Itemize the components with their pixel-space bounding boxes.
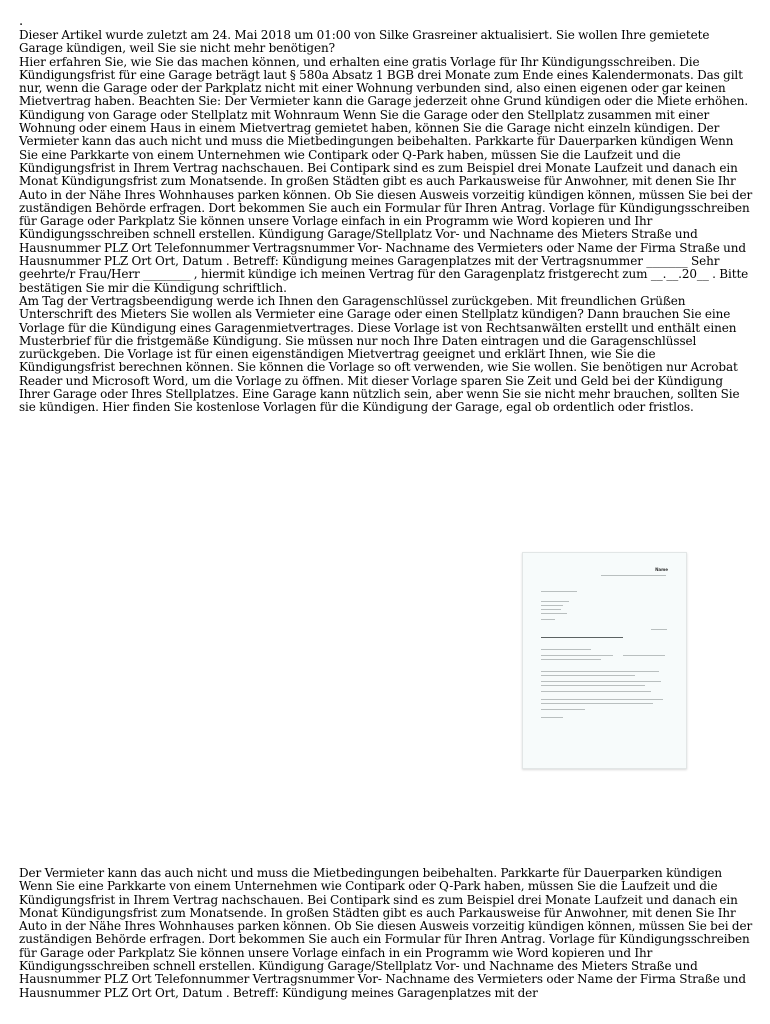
closing-paragraph: Am Tag der Vertragsbeendigung werde ich Ihnen den Garagenschlüssel zurückgeben. Mit freundlichen Grüßen Unterschrift des Mieters Sie wollen als Vermieter eine Garage oder einen Stellplatz kündigen? Dann brauchen Sie eine Vorlage für die Kündigung eines Garagenmietvertrages. Diese Vorlage ist von Rechtsanwälten erstellt und enthält einen Musterbrief für die fristgemäße Kündigung. Sie müssen nur noch Ihre Daten eintragen und die Garagenschlüssel zurückgeben. Die Vorlage ist für einen eigenständigen Mietvertrag geeignet und erklärt Ihnen, wie Sie die Kündigungsfrist berechnen können. Sie können die Vorlage so oft verwenden, wie Sie wollen. Sie benötigen nur Acrobat Reader und Microsoft Word, um die Vorlage zu öffnen. Mit dieser Vorlage sparen Sie Zeit und Geld bei der Kündigung Ihrer Garage oder Ihres Stellplatzes. Eine Garage kann nützlich sein, aber wenn Sie sie nicht mehr brauchen, sollten Sie sie kündigen. Hier finden Sie kostenlose Vorlagen für die Kündigung der Garage, egal ob ordentlich oder fristlos. — [19, 293, 740, 415]
repeat-paragraph: Der Vermieter kann das auch nicht und muss die Mietbedingungen beibehalten. Parkkarte für Dauerparken kündigen Wenn Sie eine Parkkarte von einem Unternehmen wie Contipark oder Q-Park haben, müssen Sie die Laufzeit und die Kündigungsfrist in Ihrem Vertrag nachschauen. Bei Contipark sind es zum Beispiel drei Monate Laufzeit und danach ein Monat Kündigungsfrist zum Monatsende. In großen Städten gibt es auch Parkausweise für Anwohner, mit denen Sie Ihr Auto in der Nähe Ihres Wohnhauses parken können. Ob Sie diesen Ausweis vorzeitig kündigen können, müssen Sie bei der zuständigen Behörde erfragen. Dort bekommen Sie auch ein Formular für Ihren Antrag. Vorlage für Kündigungsschreiben für Garage oder Parkplatz Sie können unsere Vorlage einfach in ein Programm wie Word kopieren und Ihr Kündigungsschreiben schnell erstellen. Kündigung Garage/Stellplatz Vor- und Nachname des Mieters Straße und Hausnummer PLZ Ort Telefonnummer Vertragsnummer Vor- Nachname des Vermieters oder Name der Firma Straße und Hausnummer PLZ Ort Ort, Datum . Betreff: Kündigung meines Garagenplatzes mit der — [19, 866, 753, 1000]
thumbnail-sender-name: Name — [655, 567, 668, 572]
intro-paragraph: Dieser Artikel wurde zuletzt am 24. Mai 2018 um 01:00 von Silke Grasreiner aktualisiert. Sie wollen Ihre gemietete Garage kündigen, weil Sie sie nicht mehr benötigen? — [19, 28, 710, 56]
leading-mark: . — [19, 14, 24, 29]
article-body-bottom — [19, 867, 755, 1000]
article-body-top — [19, 29, 755, 415]
letter-template-thumbnail[interactable] — [522, 552, 687, 769]
main-paragraph: Hier erfahren Sie, wie Sie das machen können, und erhalten eine gratis Vorlage für Ihr Kündigungsschreiben. Die Kündigungsfrist für eine Garage beträgt laut § 580a Absatz 1 BGB drei Monate zum Ende eines Kalendermonats. Das gilt nur, wenn die Garage oder der Parkplatz nicht mit einer Wohnung verbunden sind, also einen eigenen oder gar keinen Mietvertrag haben. Beachten Sie: Der Vermieter kann die Garage jederzeit ohne Grund kündigen oder die Miete erhöhen. Kündigung von Garage oder Stellplatz mit Wohnraum Wenn Sie die Garage oder den Stellplatz zusammen mit einer Wohnung oder einem Haus in einem Mietvertrag gemietet haben, können Sie die Garage nicht einzeln kündigen. Der Vermieter kann das auch nicht und muss die Mietbedingungen beibehalten. Parkkarte für Dauerparken kündigen Wenn Sie eine Parkkarte von einem Unternehmen wie Contipark oder Q-Park haben, müssen Sie die Laufzeit und die Kündigungsfrist in Ihrem Vertrag nachschauen. Bei Contipark sind es zum Beispiel drei Monate Laufzeit und danach ein Monat Kündigungsfrist zum Monatsende. In großen Städten gibt es auch Parkausweise für Anwohner, mit denen Sie Ihr Auto in der Nähe Ihres Wohnhauses parken können. Ob Sie diesen Ausweis vorzeitig kündigen können, müssen Sie bei der zuständigen Behörde erfragen. Dort bekommen Sie auch ein Formular für Ihren Antrag. Vorlage für Kündigungsschreiben für Garage oder Parkplatz Sie können unsere Vorlage einfach in ein Programm wie Word kopieren und Ihr Kündigungsschreiben schnell erstellen. Kündigung Garage/Stellplatz Vor- und Nachname des Mieters Straße und Hausnummer PLZ Ort Telefonnummer Vertragsnummer Vor- Nachname des Vermieters oder Name der Firma Straße und Hausnummer PLZ Ort Ort, Datum . Betreff: Kündigung meines Garagenplatzes mit der Vertragsnummer _______ Sehr geehrte/r Frau/Herr ________ , hiermit kündige ich meinen Vertrag für den Garagenplatz fristgerecht zum __.__.20__ . Bitte bestätigen Sie mir die Kündigung schriftlich. — [19, 54, 753, 295]
